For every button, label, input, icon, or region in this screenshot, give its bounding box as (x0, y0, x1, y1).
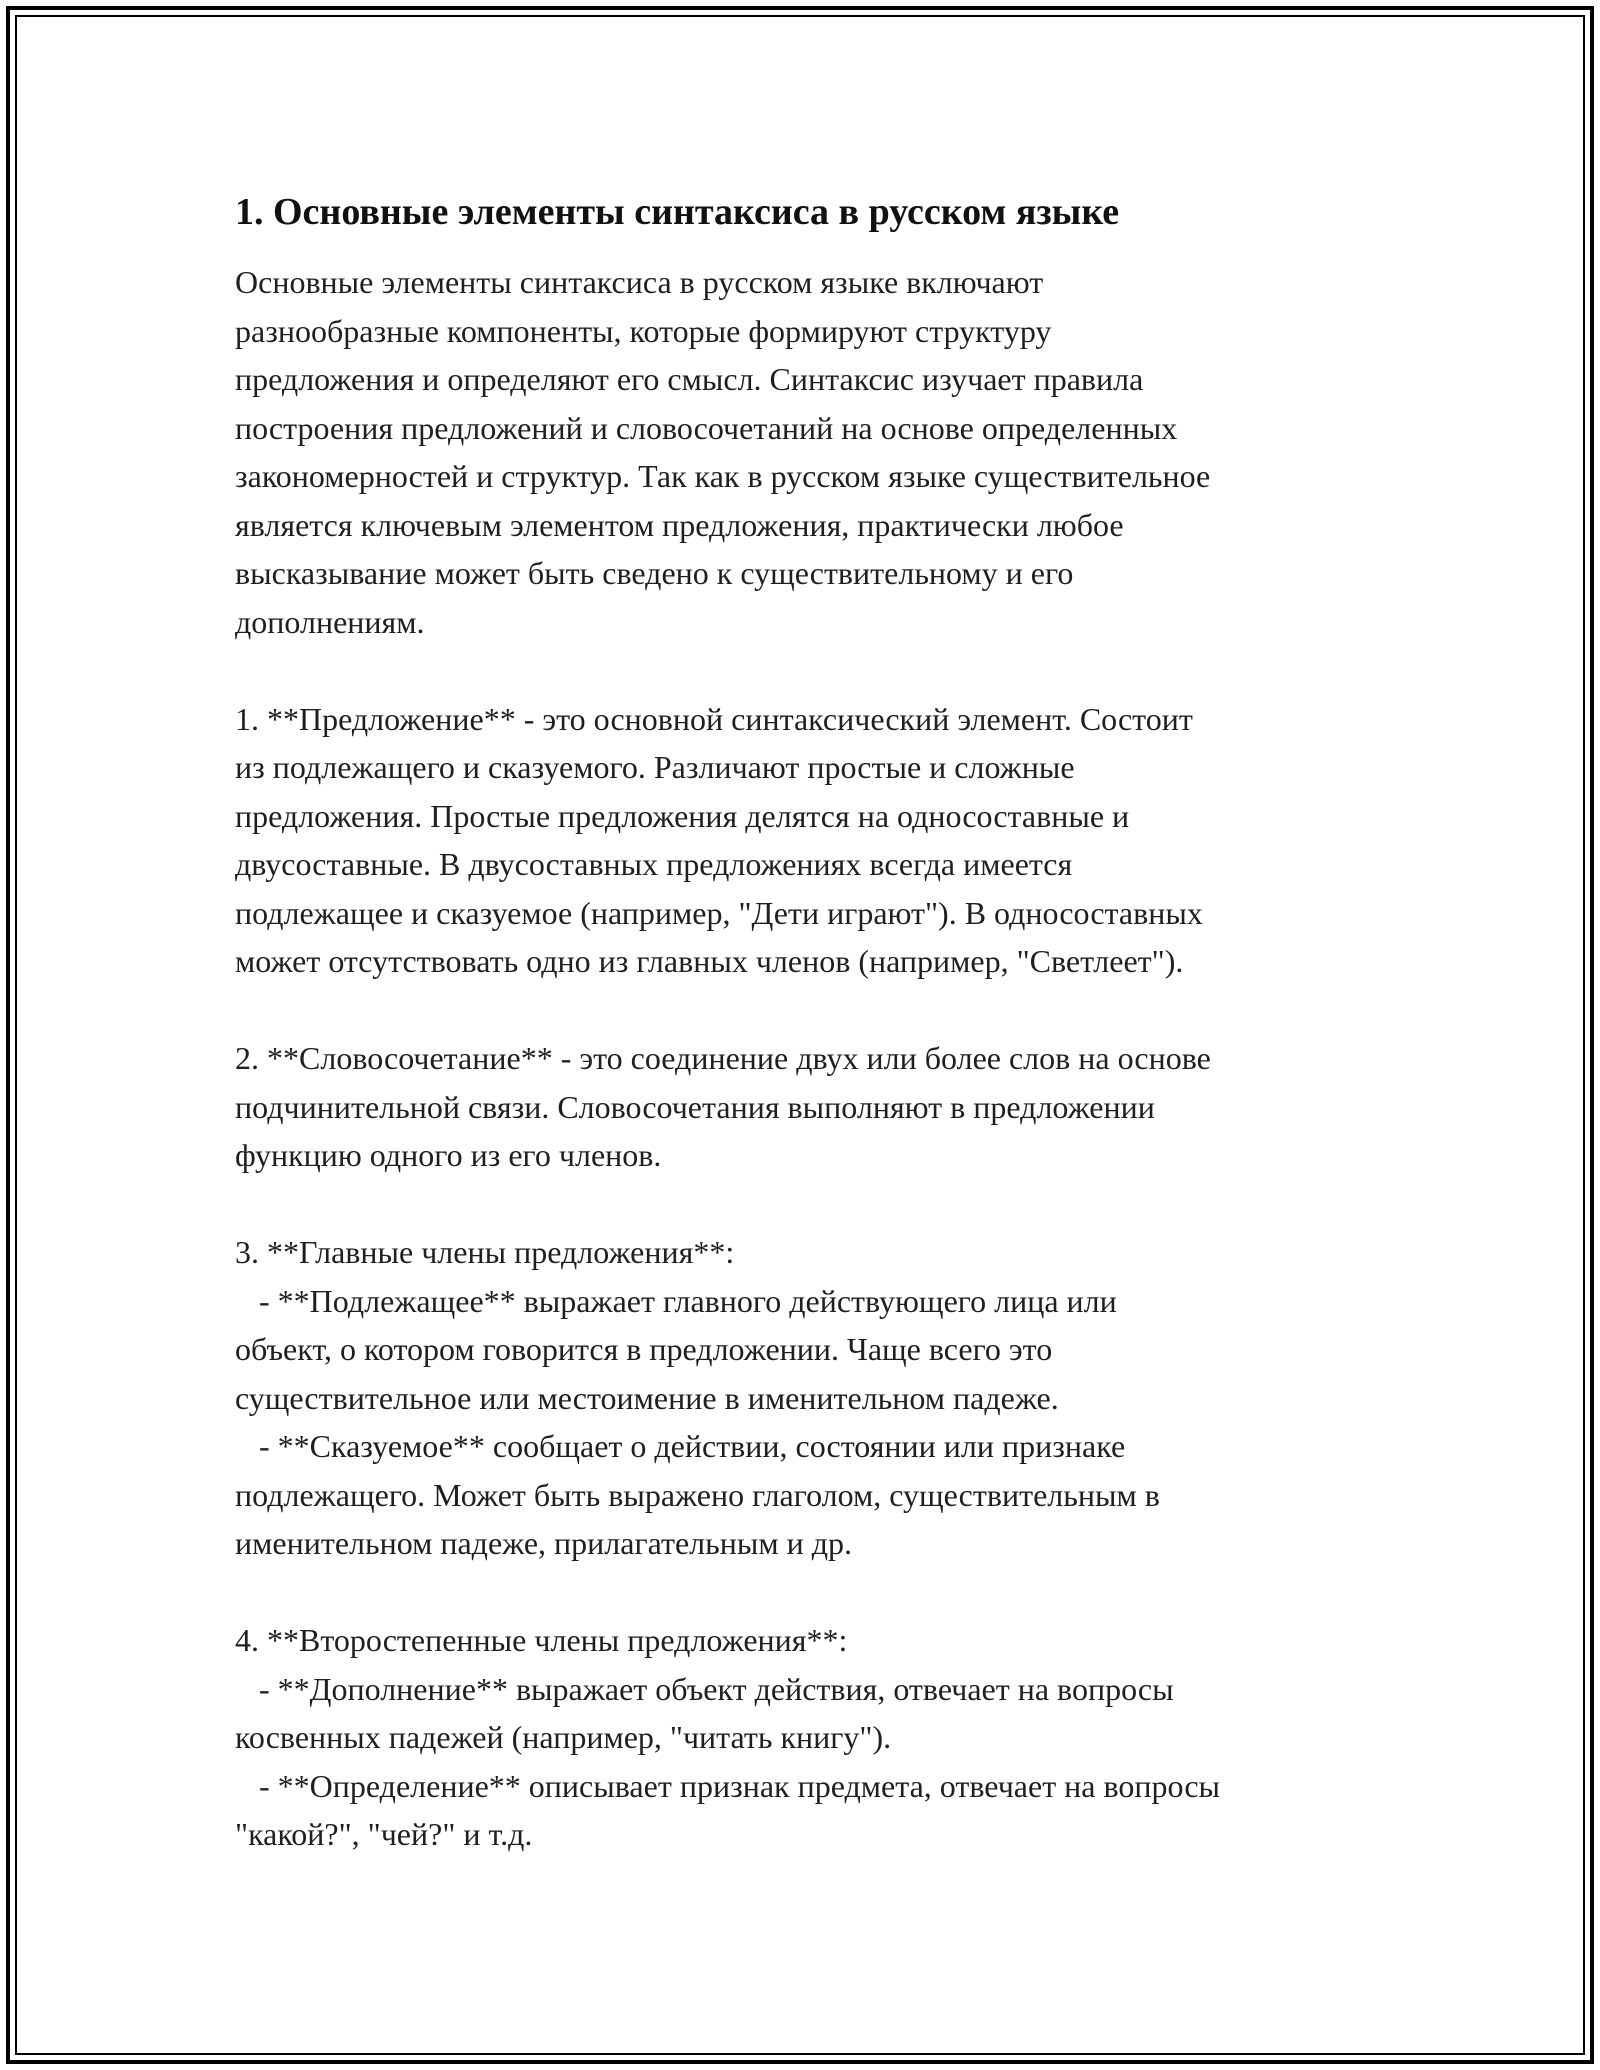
text-line: - **Сказуемое** сообщает о действии, состоянии или признаке (235, 1428, 1126, 1464)
text-line: подлежащего. Может быть выражено глаголом, существительным в (235, 1476, 1160, 1513)
text-line: Основные элементы синтаксиса в русском языке включают (235, 264, 1044, 300)
text-line: может отсутствовать одно из главных членов (например, "Светлеет"). (235, 943, 1184, 979)
text-line: дополнениям. (235, 603, 425, 640)
text-line: разнообразные компоненты, которые формируют структуру (235, 312, 1052, 349)
text-line: косвенных падежей (например, "читать книгу"). (235, 1719, 892, 1755)
text-line: функцию одного из его членов. (235, 1137, 662, 1173)
paragraph-gap (235, 646, 1385, 695)
text-line: объект, о котором говорится в предложении. Чаще всего это (235, 1331, 1053, 1367)
text-line: из подлежащего и сказуемого. Различают простые и сложные (235, 749, 1075, 785)
text-line: построения предложений и словосочетаний на основе определенных (235, 409, 1178, 446)
text-line: - **Дополнение** выражает объект действия, отвечает на вопросы (235, 1670, 1174, 1707)
document-body (235, 186, 1385, 1859)
text-line: 4. **Второстепенные члены предложения**: (235, 1622, 848, 1658)
document-title: 1. Основные элементы синтаксиса в русском языке (235, 191, 1120, 233)
text-line: подчинительной связи. Словосочетания выполняют в предложении (235, 1088, 1155, 1125)
text-line: предложения и определяют его смысл. Синтаксис изучает правила (235, 361, 1144, 397)
text-line: предложения. Простые предложения делятся на односоставные и (235, 797, 1130, 834)
paragraph-gap (235, 986, 1385, 1035)
text-line: 2. **Словосочетание** - это соединение двух или более слов на основе (235, 1040, 1211, 1076)
text-line: существительное или местоимение в именительном падеже. (235, 1379, 1059, 1416)
section-phrase (235, 1034, 1385, 1180)
text-line: - **Определение** описывает признак предмета, отвечает на вопросы (235, 1767, 1221, 1804)
text-line: 1. **Предложение** - это основной синтаксический элемент. Состоит (235, 700, 1193, 737)
text-line: 3. **Главные члены предложения**: (235, 1234, 735, 1270)
paragraph-gap (235, 1568, 1385, 1617)
section-main-members (235, 1228, 1385, 1568)
text-line: двусоставные. В двусоставных предложениях всегда имеется (235, 846, 1073, 882)
text-line: высказывание может быть сведено к существительному и его (235, 555, 1074, 591)
text-line: подлежащее и сказуемое (например, "Дети играют"). В односоставных (235, 894, 1203, 931)
paragraph-gap (235, 1180, 1385, 1229)
text-line: именительном падеже, прилагательным и др. (235, 1525, 852, 1561)
section-secondary-members (235, 1616, 1385, 1859)
section-sentence (235, 695, 1385, 986)
text-line: закономерностей и структур. Так как в русском языке существительное (235, 458, 1211, 494)
text-line: "какой?", "чей?" и т.д. (235, 1816, 533, 1852)
text-line: является ключевым элементом предложения, практически любое (235, 506, 1124, 543)
intro-paragraph (235, 258, 1385, 646)
text-line: - **Подлежащее** выражает главного действующего лица или (235, 1282, 1117, 1319)
